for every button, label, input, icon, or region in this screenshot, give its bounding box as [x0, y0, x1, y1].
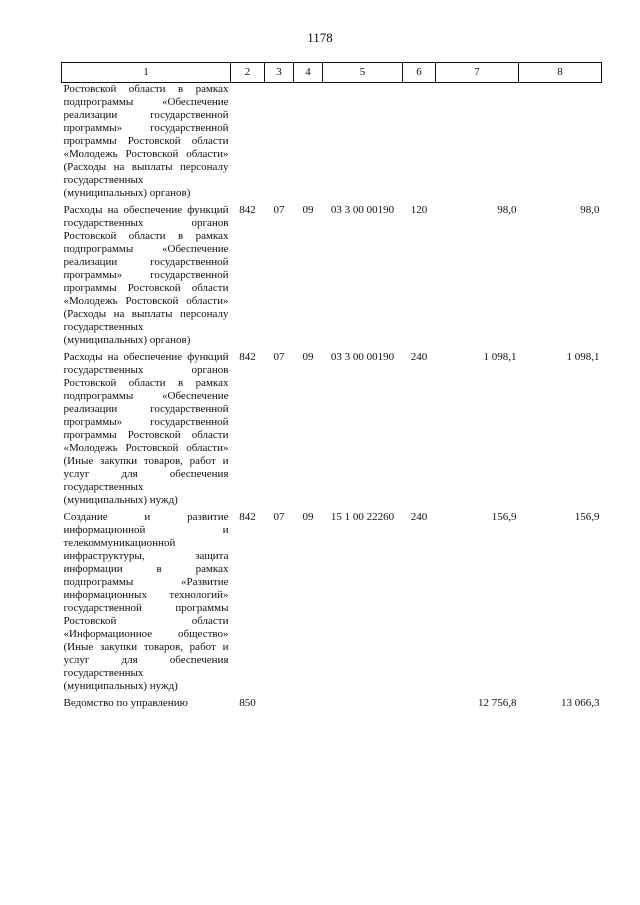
section-code: [265, 83, 294, 205]
header-col-2: 2: [231, 63, 265, 83]
target-article-code: [323, 697, 403, 714]
header-col-7: 7: [436, 63, 519, 83]
expense-type-code: [403, 83, 436, 205]
section-code: [265, 697, 294, 714]
ministry-code: [231, 83, 265, 205]
expense-name: Создание и развитие информационной и телекоммуникационной инфраструктуры, защита информации в рамках подпрограммы «Развитие информационных технологий» государственной программы Ростовской области «Информационное общество» (Иные закупки товаров, работ и услуг для обеспечения государственных (муниципальных) нужд): [63, 511, 229, 692]
table-row: [62, 511, 602, 697]
ministry-code: 842: [239, 204, 256, 216]
amount-year-1: 98,0: [497, 204, 517, 216]
header-row: [62, 63, 602, 83]
expense-type-code: [403, 697, 436, 714]
amount-year-2: 1 098,1: [566, 351, 600, 363]
page-number: 1178: [307, 30, 333, 45]
section-code: 07: [273, 204, 285, 216]
expense-name: Расходы на обеспечение функций государственных органов Ростовской области в рамках подпрограммы «Обеспечение реализации государственной программы» государственной программы Ростовской области «Молодежь Ростовской области» (Иные закупки товаров, работ и услуг для обеспечения государственных (муниципальных) нужд): [63, 351, 229, 506]
header-col-6: 6: [403, 63, 436, 83]
amount-year-2: 156,9: [574, 511, 600, 523]
subsection-code: [294, 83, 323, 205]
section-code: 07: [273, 511, 285, 523]
expense-name: Расходы на обеспечение функций государственных органов Ростовской области в рамках подпрограммы «Обеспечение реализации государственной программы» государственной программы Ростовской области «Молодежь Ростовской области» (Расходы на выплаты персоналу государственных (муниципальных) органов): [63, 204, 229, 346]
header-col-3: 3: [265, 63, 294, 83]
expense-name: Ростовской области в рамках подпрограммы «Обеспечение реализации государственной программы» государственной программы Ростовской области «Молодежь Ростовской области» (Расходы на выплаты персоналу государственных (муниципальных) органов): [63, 83, 229, 199]
expense-name: Ведомство по управлению: [63, 697, 188, 709]
target-article-code: 03 3 00 00190: [330, 204, 395, 216]
table-row: [62, 204, 602, 351]
amount-year-1: [436, 83, 519, 205]
section-code: 07: [273, 351, 285, 363]
expense-type-code: 240: [410, 351, 428, 363]
table-row: [62, 83, 602, 205]
target-article-code: 15 1 00 22260: [330, 511, 395, 523]
ministry-code: 842: [239, 511, 256, 523]
header-col-8: 8: [519, 63, 602, 83]
amount-year-1: 1 098,1: [483, 351, 517, 363]
amount-year-1: 12 756,8: [478, 697, 517, 709]
subsection-code: 09: [302, 511, 314, 523]
subsection-code: 09: [302, 204, 314, 216]
target-article-code: 03 3 00 00190: [330, 351, 395, 363]
budget-table: [61, 62, 602, 714]
ministry-code: 842: [239, 351, 256, 363]
subsection-code: [294, 697, 323, 714]
amount-year-1: 156,9: [491, 511, 517, 523]
ministry-code: 850: [239, 697, 256, 709]
header-col-5: 5: [323, 63, 403, 83]
subsection-code: 09: [302, 351, 314, 363]
expense-type-code: 120: [410, 204, 428, 216]
header-col-4: 4: [294, 63, 323, 83]
table-row: [62, 351, 602, 511]
amount-year-2: 13 066,3: [561, 697, 600, 709]
amount-year-2: 98,0: [580, 204, 600, 216]
header-col-1: 1: [62, 63, 231, 83]
table-row: [62, 697, 602, 714]
expense-type-code: 240: [410, 511, 428, 523]
target-article-code: [323, 83, 403, 205]
amount-year-2: [519, 83, 602, 205]
